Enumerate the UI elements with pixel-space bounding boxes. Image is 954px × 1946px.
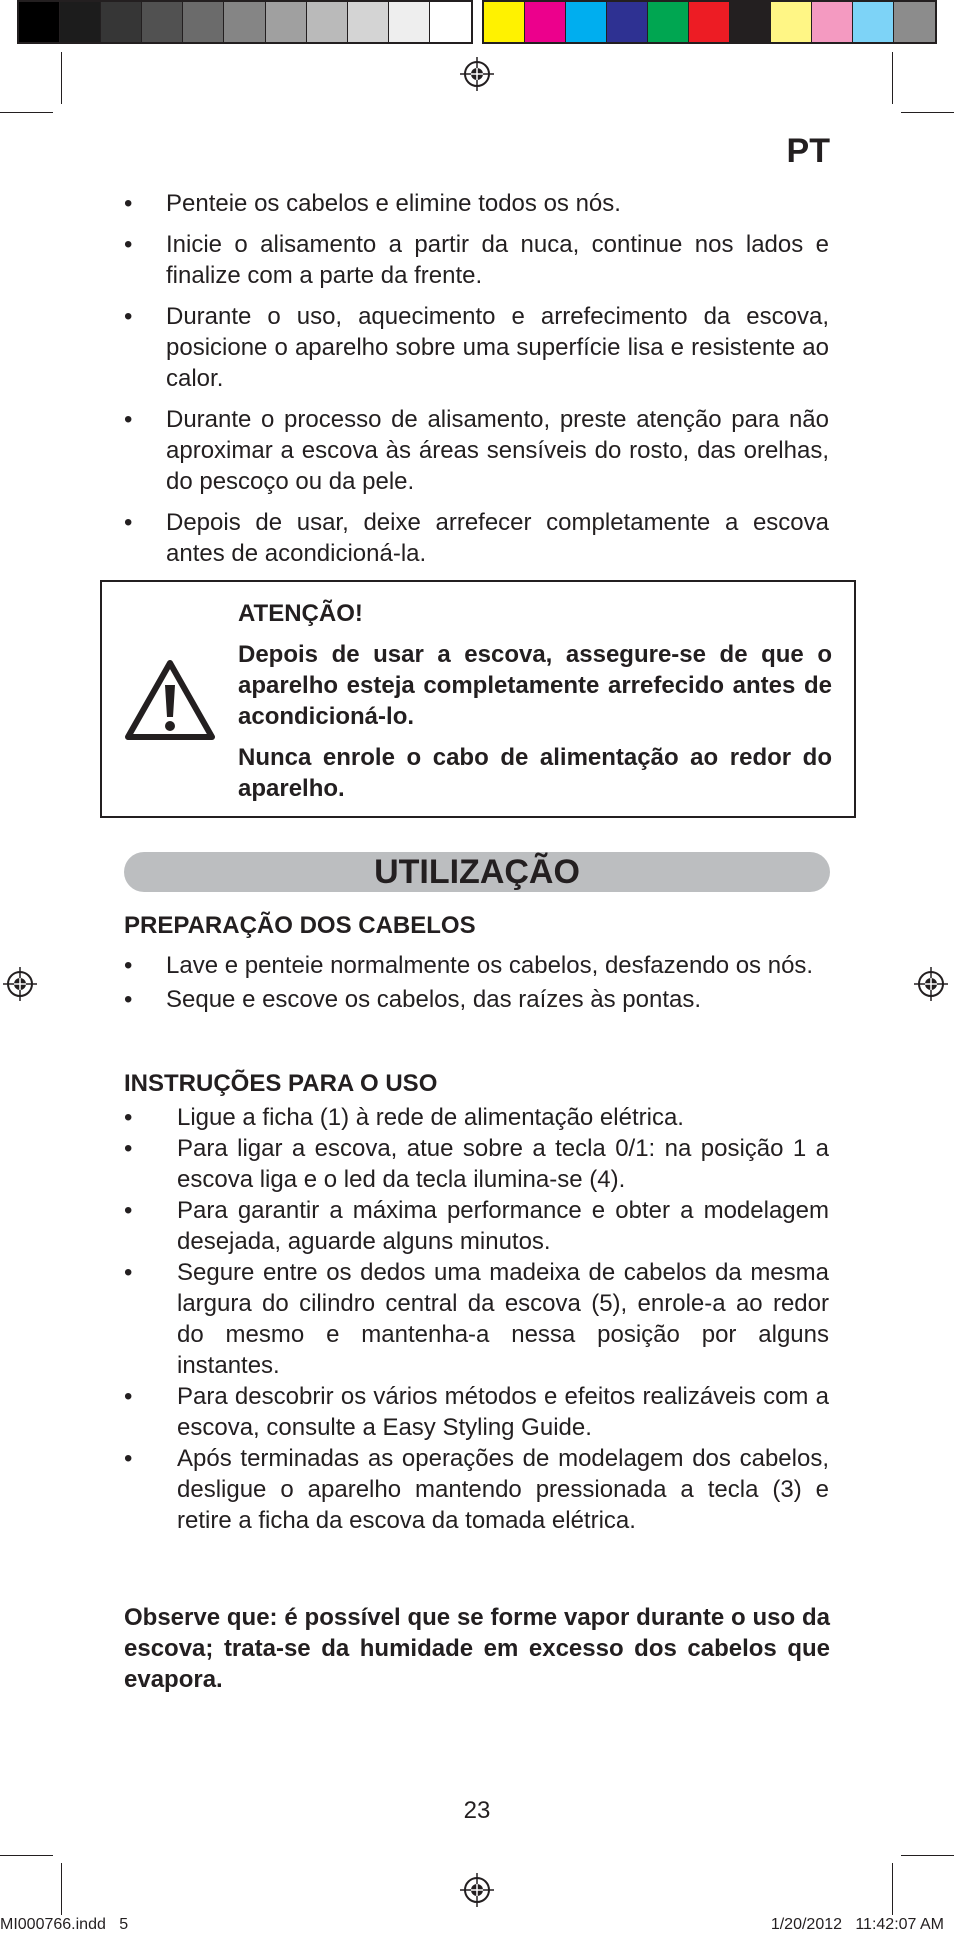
- color-swatch: [484, 2, 525, 42]
- crop-mark: [901, 112, 954, 113]
- gray-swatch: [430, 2, 471, 42]
- list-item: • Para garantir a máxima performance e obter a modelagem desejada, aguarde alguns minutos.: [124, 1197, 829, 1255]
- bullet-icon: •: [124, 303, 133, 330]
- list-item: • Após terminadas as operações de modelagem dos cabelos, desligue o aparelho mantendo pressionada a tecla (3) e retire a ficha da escova da tomada elétrica.: [124, 1445, 829, 1534]
- gray-swatch: [183, 2, 224, 42]
- warning-text: [238, 598, 832, 814]
- hair-prep-heading: PREPARAÇÃO DOS CABELOS: [124, 912, 476, 939]
- list-item: • Para descobrir os vários métodos e efeitos realizáveis com a escova, consulte a Easy Styling Guide.: [124, 1383, 829, 1441]
- gray-swatch: [348, 2, 389, 42]
- crop-mark: [61, 52, 62, 104]
- section-title: UTILIZAÇÃO: [124, 852, 830, 892]
- process-color-bar: [482, 0, 937, 44]
- registration-mark-icon: [460, 1873, 494, 1907]
- gray-swatch: [224, 2, 265, 42]
- steam-note: Observe que: é possível que se forme vapor durante o uso da escova; trata-se da humidade em excesso dos cabelos que evapora.: [124, 1604, 830, 1693]
- bullet-icon: •: [124, 1104, 133, 1131]
- registration-mark-icon: [914, 967, 948, 1001]
- crop-mark: [0, 1855, 53, 1856]
- color-swatch: [689, 2, 730, 42]
- crop-mark: [892, 1863, 893, 1915]
- language-code: PT: [786, 132, 830, 170]
- warning-title: ATENÇÃO!: [238, 600, 363, 627]
- registration-mark-icon: [460, 57, 494, 91]
- color-swatch: [771, 2, 812, 42]
- list-item: • Depois de usar, deixe arrefecer completamente a escova antes de acondicioná-la.: [124, 509, 829, 567]
- color-swatch: [525, 2, 566, 42]
- list-item: • Durante o processo de alisamento, preste atenção para não aproximar a escova às áreas sensíveis do rosto, das orelhas, do pescoço ou da pele.: [124, 406, 829, 495]
- list-item: • Para ligar a escova, atue sobre a tecla 0/1: na posição 1 a escova liga e o led da tecla ilumina-se (4).: [124, 1135, 829, 1193]
- hair-prep-list: [124, 950, 829, 1018]
- gray-swatch: [142, 2, 183, 42]
- color-swatch: [648, 2, 689, 42]
- gray-swatch: [307, 2, 348, 42]
- list-item: • Segure entre os dedos uma madeixa de cabelos da mesma largura do cilindro central da escova (5), enrole-a ao redor do mesmo e mantenha-a nessa posição por alguns instantes.: [124, 1259, 829, 1379]
- crop-mark: [901, 1855, 954, 1856]
- usage-list: [124, 1102, 829, 1536]
- bullet-icon: •: [124, 1383, 133, 1410]
- gray-swatch: [266, 2, 307, 42]
- warning-triangle-icon: [122, 657, 218, 745]
- bullet-icon: •: [124, 406, 133, 433]
- bullet-icon: •: [124, 1259, 133, 1286]
- bullet-icon: •: [124, 509, 133, 536]
- list-item: • Durante o uso, aquecimento e arrefecimento da escova, posicione o aparelho sobre uma superfície lisa e resistente ao calor.: [124, 303, 829, 392]
- color-swatch: [812, 2, 853, 42]
- gray-swatch: [101, 2, 142, 42]
- bullet-icon: •: [124, 190, 133, 217]
- gray-swatch: [19, 2, 60, 42]
- list-item: • Lave e penteie normalmente os cabelos, desfazendo os nós.: [124, 952, 814, 979]
- gray-swatch: [389, 2, 430, 42]
- bullet-icon: •: [124, 1197, 133, 1224]
- bullet-icon: •: [124, 986, 133, 1013]
- list-item: • Ligue a ficha (1) à rede de alimentação elétrica.: [124, 1104, 684, 1131]
- crop-mark: [0, 112, 53, 113]
- warning-box: [100, 580, 856, 818]
- color-swatch: [894, 2, 935, 42]
- list-item: • Penteie os cabelos e elimine todos os nós.: [124, 190, 621, 217]
- grayscale-color-bar: [17, 0, 473, 44]
- list-item: • Seque e escove os cabelos, das raízes às pontas.: [124, 986, 701, 1013]
- crop-mark: [61, 1863, 62, 1915]
- color-swatch: [853, 2, 894, 42]
- footer-file-name: MI000766.indd 5: [0, 1916, 129, 1933]
- crop-mark: [892, 52, 893, 104]
- usage-heading: INSTRUÇÕES PARA O USO: [124, 1070, 438, 1097]
- color-swatch: [730, 2, 771, 42]
- list-item: • Inicie o alisamento a partir da nuca, continue nos lados e finalize com a parte da frente.: [124, 231, 829, 289]
- gray-swatch: [60, 2, 101, 42]
- bullet-icon: •: [124, 952, 133, 979]
- warning-paragraph: Nunca enrole o cabo de alimentação ao redor do aparelho.: [238, 744, 832, 802]
- bullet-icon: •: [124, 1135, 133, 1162]
- bullet-icon: •: [124, 231, 133, 258]
- bullet-icon: •: [124, 1445, 133, 1472]
- care-instructions-list: [124, 188, 829, 579]
- color-swatch: [607, 2, 648, 42]
- color-swatch: [566, 2, 607, 42]
- registration-mark-icon: [3, 967, 37, 1001]
- footer-datetime: 1/20/2012 11:42:07 AM: [770, 1916, 944, 1933]
- warning-paragraph: Depois de usar a escova, assegure-se de que o aparelho esteja completamente arrefecido antes de acondicioná-lo.: [238, 641, 832, 730]
- page-number: 23: [463, 1797, 491, 1824]
